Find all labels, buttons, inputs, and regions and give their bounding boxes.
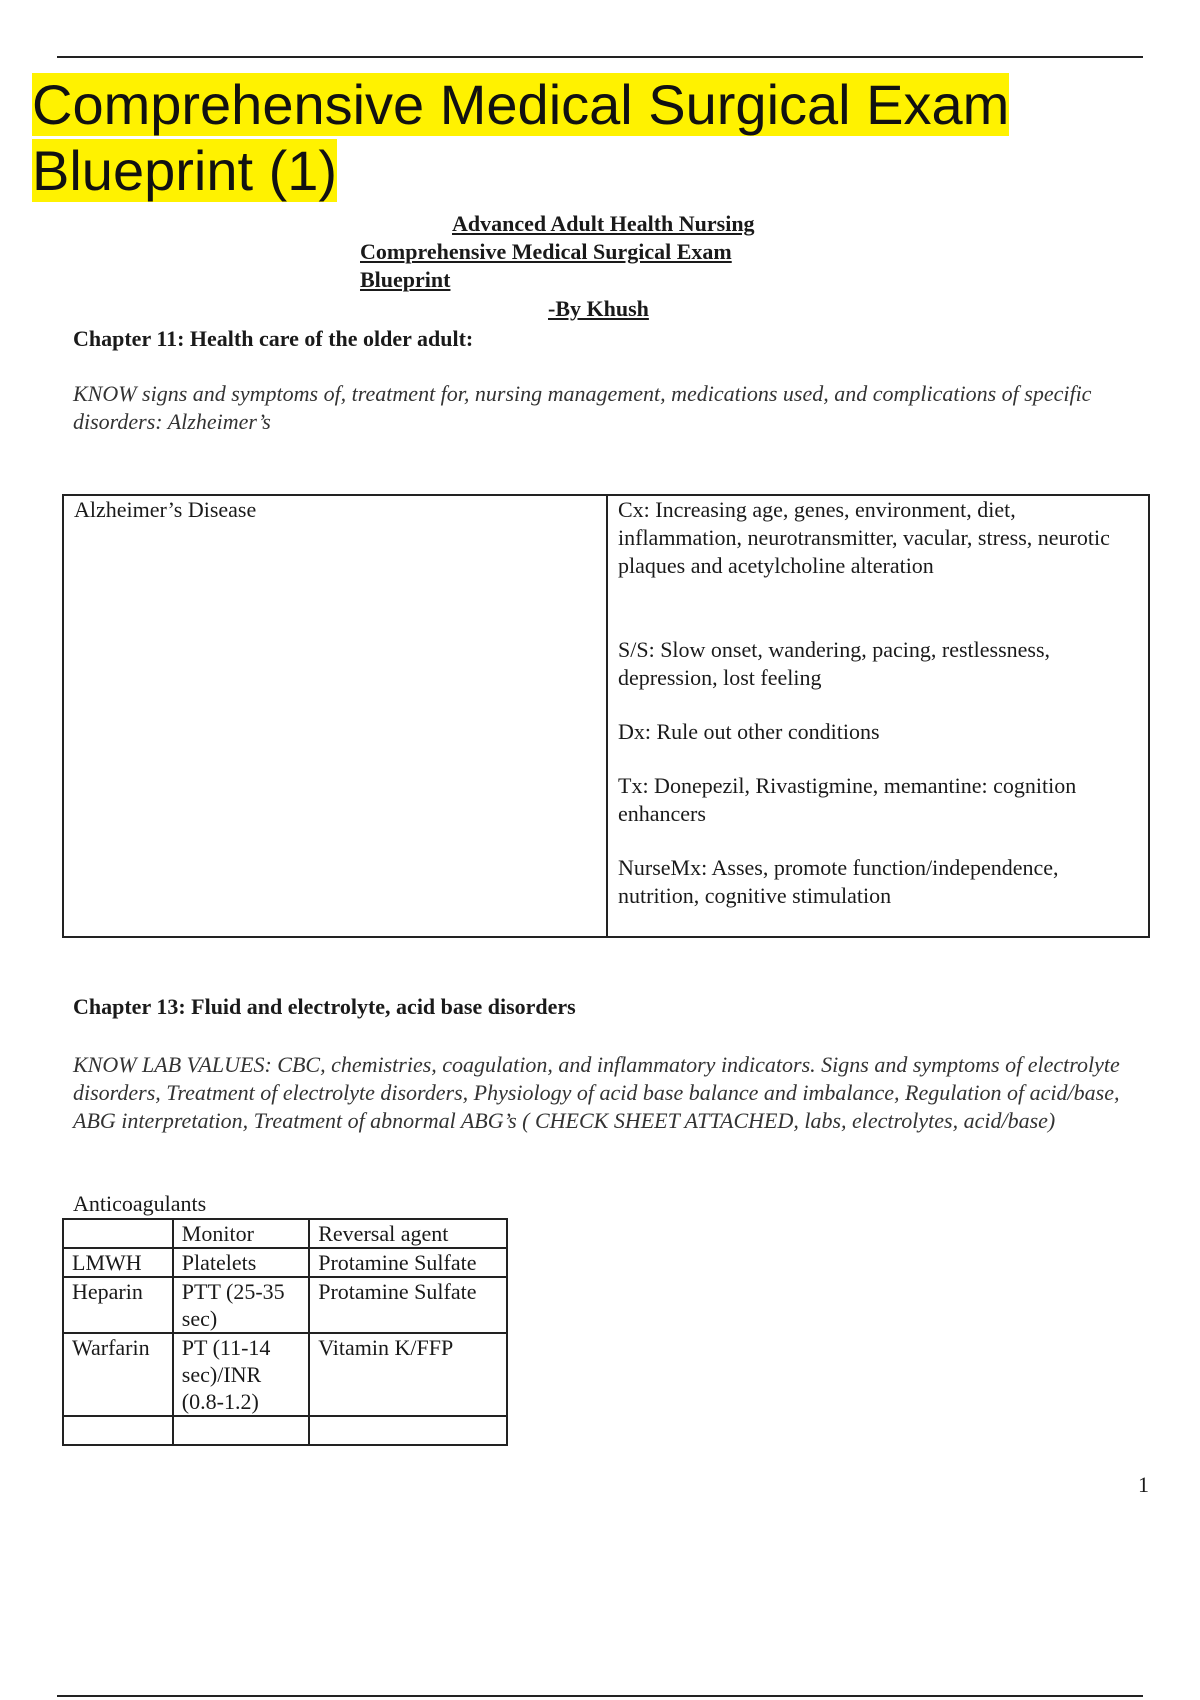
reversal-cell: Protamine Sulfate <box>309 1277 507 1333</box>
monitor-cell: PTT (25-35 sec) <box>173 1277 309 1333</box>
details-cell <box>607 495 1149 937</box>
drug-cell: Heparin <box>63 1277 173 1333</box>
diagnosis-text: Dx: Rule out other conditions <box>618 719 880 744</box>
signs-symptoms-text: S/S: Slow onset, wandering, pacing, restlessness, depression, lost feeling <box>618 637 1051 690</box>
treatment-text: Tx: Donepezil, Rivastigmine, memantine: cognition enhancers <box>618 773 1077 826</box>
subtitle-line-2: Comprehensive Medical Surgical Exam <box>360 239 732 264</box>
table-header-row <box>63 1219 507 1248</box>
header-cell: Monitor <box>173 1219 309 1248</box>
drug-cell: Warfarin <box>63 1333 173 1416</box>
page-number: 1 <box>1138 1472 1149 1497</box>
chapter-13-heading: Chapter 13: Fluid and electrolyte, acid base disorders <box>73 994 576 1019</box>
alzheimers-table <box>62 494 1150 938</box>
subtitle-line-3: Blueprint <box>360 267 451 292</box>
top-rule <box>57 56 1143 58</box>
subtitle-line-1: Advanced Adult Health Nursing <box>452 211 755 236</box>
monitor-cell: Platelets <box>173 1248 309 1277</box>
author-line: -By Khush <box>548 296 649 321</box>
header-cell <box>63 1219 173 1248</box>
anticoagulants-caption: Anticoagulants <box>73 1191 207 1216</box>
monitor-cell: PT (11-14 sec)/INR (0.8-1.2) <box>173 1333 309 1416</box>
chapter-13-instructions: KNOW LAB VALUES: CBC, chemistries, coagulation, and inflammatory indicators. Signs and symptoms of electrolyte disorders, Treatment of electrolyte disorders, Physiology of acid base balance and imbalance, Regulation of acid/base, ABG interpretation, Treatment of abnormal ABG’s ( CHECK SHEET ATTACHED, labs, electrolytes, acid/base) <box>73 1052 1120 1133</box>
table-row-empty <box>63 1416 507 1445</box>
table-row <box>63 1333 507 1416</box>
reversal-cell: Protamine Sulfate <box>309 1248 507 1277</box>
document-subtitle <box>360 210 820 294</box>
chapter-11-heading: Chapter 11: Health care of the older adult: <box>73 326 474 351</box>
table-row <box>63 1277 507 1333</box>
bottom-rule <box>57 1695 1143 1697</box>
nursing-management-text: NurseMx: Asses, promote function/independence, nutrition, cognitive stimulation <box>618 855 1059 908</box>
reversal-cell: Vitamin K/FFP <box>309 1333 507 1416</box>
drug-cell: LMWH <box>63 1248 173 1277</box>
header-cell: Reversal agent <box>309 1219 507 1248</box>
anticoagulants-table <box>62 1218 508 1446</box>
document-title: Comprehensive Medical Surgical Exam Blueprint (1) <box>32 73 1010 202</box>
chapter-11-instructions: KNOW signs and symptoms of, treatment for, nursing management, medications used, and complications of specific disorders: Alzheimer’s <box>73 381 1092 434</box>
causes-text: Cx: Increasing age, genes, environment, diet, inflammation, neurotransmitter, vacular, stress, neurotic plaques and acetylcholine alteration <box>618 497 1110 578</box>
table-row <box>63 1248 507 1277</box>
condition-cell: Alzheimer’s Disease <box>63 495 607 937</box>
